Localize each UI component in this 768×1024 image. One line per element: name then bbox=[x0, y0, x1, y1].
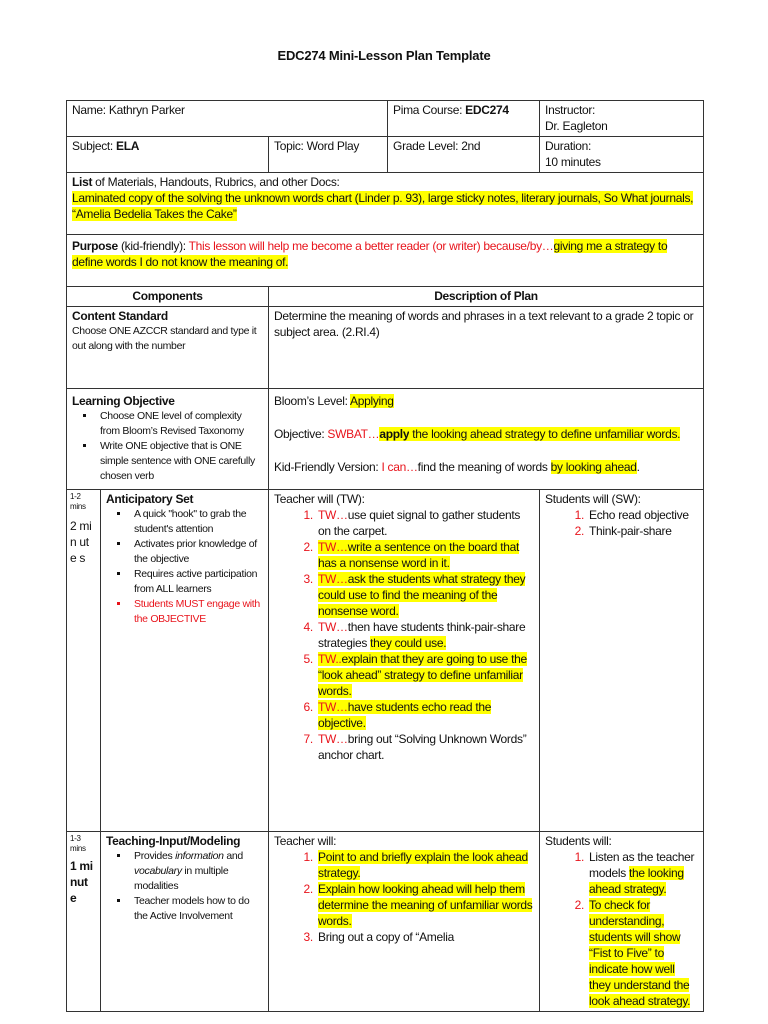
teaching-students-label: Students will: bbox=[545, 834, 612, 848]
anticipatory-students-label: Students will (SW): bbox=[545, 492, 641, 506]
materials-label: of Materials, Handouts, Rubrics, and other Docs: bbox=[92, 175, 340, 189]
components-header: Components bbox=[67, 287, 269, 307]
blooms-value: Applying bbox=[350, 394, 394, 408]
column-header-row bbox=[67, 287, 704, 307]
content-standard-heading: Content Standard bbox=[72, 309, 168, 323]
anticipatory-bullets bbox=[106, 507, 263, 627]
anticipatory-mins-big: 2 min ute s bbox=[70, 519, 92, 565]
objective-label: Objective: bbox=[274, 427, 328, 441]
content-standard-component bbox=[67, 307, 269, 389]
content-standard-row bbox=[67, 307, 704, 389]
header-row-subject bbox=[67, 137, 704, 173]
anticipatory-minutes bbox=[67, 490, 101, 832]
anticipatory-teacher-label: Teacher will (TW): bbox=[274, 492, 365, 506]
duration-cell bbox=[540, 137, 704, 173]
list-item: ▪ Provides information and vocabulary in multiple modalities bbox=[130, 849, 263, 894]
anticipatory-teacher-steps bbox=[274, 507, 534, 763]
teaching-component bbox=[101, 832, 269, 1012]
purpose-kid-friendly: (kid-friendly): bbox=[117, 239, 189, 253]
list-item: 6. TW…have students echo read the objective. bbox=[316, 699, 534, 731]
list-item: 2. Think-pair-share bbox=[587, 523, 698, 539]
instructor-cell bbox=[540, 101, 704, 137]
teaching-mins-small: 1-3 mins bbox=[70, 834, 86, 853]
list-item: ▪ Choose ONE level of complexity from Bloom’s Revised Taxonomy bbox=[96, 409, 263, 439]
list-item: 7. TW…bring out “Solving Unknown Words” anchor chart. bbox=[316, 731, 534, 763]
document-title: EDC274 Mini-Lesson Plan Template bbox=[277, 48, 491, 63]
kid-friendly-end: . bbox=[636, 460, 640, 474]
subject-label: Subject: bbox=[72, 139, 116, 153]
name-label: Name: bbox=[72, 103, 109, 117]
content-standard-instructions: Choose ONE AZCCR standard and type it out along with the number bbox=[72, 325, 257, 352]
anticipatory-teacher bbox=[269, 490, 540, 832]
anticipatory-set-row bbox=[67, 490, 704, 832]
list-item: 4. TW…then have students think-pair-share strategies they could use. bbox=[316, 619, 534, 651]
teaching-students bbox=[540, 832, 704, 1012]
list-item: 1. Point to and briefly explain the look ahead strategy. bbox=[316, 849, 534, 881]
teaching-minutes bbox=[67, 832, 101, 1012]
materials-text: Laminated copy of the solving the unknown words chart (Linder p. 93), large sticky notes, literary journals, So What journals, “Amelia Bedelia Takes the Cake” bbox=[72, 191, 694, 221]
list-item: 1. TW…use quiet signal to gather students on the carpet. bbox=[316, 507, 534, 539]
blooms-label: Bloom’s Level: bbox=[274, 394, 350, 408]
objective-apply: apply bbox=[379, 427, 410, 441]
duration-value: 10 minutes bbox=[545, 155, 601, 169]
list-item: 3. Bring out a copy of “Amelia bbox=[316, 929, 534, 945]
topic-value: Word Play bbox=[306, 139, 360, 153]
teaching-teacher-steps bbox=[274, 849, 534, 945]
grade-value: 2nd bbox=[461, 139, 481, 153]
list-item: 3. TW…ask the students what strategy they could use to find the meaning of the nonsense word. bbox=[316, 571, 534, 619]
materials-row bbox=[67, 173, 704, 235]
learning-objective-component bbox=[67, 389, 269, 490]
purpose-row bbox=[67, 235, 704, 287]
teaching-mins-big: 1 mi nut e bbox=[70, 859, 93, 905]
duration-label: Duration: bbox=[545, 139, 592, 153]
course-value: EDC274 bbox=[465, 103, 509, 117]
anticipatory-student-steps bbox=[545, 507, 698, 539]
kid-friendly-label: Kid-Friendly Version: bbox=[274, 460, 382, 474]
list-item: 2. To check for understanding, students will show “Fist to Five” to indicate how well they understand the look ahead strategy. bbox=[587, 897, 698, 1009]
list-item: 2. TW…write a sentence on the board that has a nonsense word in it. bbox=[316, 539, 534, 571]
list-item: ▪ A quick "hook" to grab the student's attention bbox=[130, 507, 263, 537]
learning-objective-heading: Learning Objective bbox=[72, 394, 175, 408]
subject-cell bbox=[67, 137, 269, 173]
purpose-text: giving me a strategy to define words I do not know the meaning of. bbox=[72, 239, 668, 269]
learning-objective-bullets bbox=[72, 409, 263, 484]
anticipatory-students bbox=[540, 490, 704, 832]
header-row-name bbox=[67, 101, 704, 137]
list-item: 1. Listen as the teacher models the looking ahead strategy. bbox=[587, 849, 698, 897]
purpose-cell bbox=[67, 235, 704, 287]
anticipatory-mins-small: 1-2 mins bbox=[70, 492, 86, 511]
name-cell bbox=[67, 101, 388, 137]
teaching-heading: Teaching-Input/Modeling bbox=[106, 834, 241, 848]
description-header: Description of Plan bbox=[269, 287, 704, 307]
materials-cell bbox=[67, 173, 704, 235]
course-cell bbox=[388, 101, 540, 137]
subject-value: ELA bbox=[116, 139, 140, 153]
grade-cell bbox=[388, 137, 540, 173]
list-item: 1. Echo read objective bbox=[587, 507, 698, 523]
kid-friendly-highlight: by looking ahead bbox=[550, 460, 637, 474]
list-item: ▪ Requires active participation from ALL learners bbox=[130, 567, 263, 597]
teaching-student-steps bbox=[545, 849, 698, 1009]
objective-swbat: SWBAT… bbox=[327, 427, 380, 441]
purpose-lead: This lesson will help me become a better reader (or writer) because/by… bbox=[188, 239, 554, 253]
list-item: ▪ Activates prior knowledge of the objective bbox=[130, 537, 263, 567]
learning-objective-description bbox=[269, 389, 704, 490]
teacher-name: Kathryn Parker bbox=[108, 103, 185, 117]
instructor-label: Instructor: bbox=[545, 103, 596, 117]
list-item: ▪ Students MUST engage with the OBJECTIVE bbox=[130, 597, 263, 627]
kid-friendly-text: find the meaning of words bbox=[417, 460, 551, 474]
materials-label-bold: List bbox=[72, 175, 93, 189]
instructor-value: Dr. Eagleton bbox=[545, 119, 608, 133]
content-standard-description: Determine the meaning of words and phrases in a text relevant to a grade 2 topic or subject area. (2.RI.4) bbox=[269, 307, 704, 389]
topic-cell bbox=[269, 137, 388, 173]
objective-text: the looking ahead strategy to define unfamiliar words. bbox=[409, 427, 681, 441]
list-item: 5. TW..explain that they are going to use the “look ahead” strategy to define unfamiliar words. bbox=[316, 651, 534, 699]
lesson-plan-table bbox=[66, 100, 704, 1012]
teaching-teacher bbox=[269, 832, 540, 1012]
grade-label: Grade Level: bbox=[393, 139, 462, 153]
anticipatory-component bbox=[101, 490, 269, 832]
kid-friendly-i-can: I can… bbox=[381, 460, 418, 474]
list-item: 2. Explain how looking ahead will help them determine the meaning of unfamiliar words words. bbox=[316, 881, 534, 929]
teaching-teacher-label: Teacher will: bbox=[274, 834, 337, 848]
teaching-bullets bbox=[106, 849, 263, 924]
purpose-label: Purpose bbox=[72, 239, 118, 253]
course-label: Pima Course: bbox=[393, 103, 466, 117]
topic-label: Topic: bbox=[274, 139, 307, 153]
list-item: ▪ Write ONE objective that is ONE simple sentence with ONE carefully chosen verb bbox=[96, 439, 263, 484]
list-item: ▪ Teacher models how to do the Active Involvement bbox=[130, 894, 263, 924]
anticipatory-heading: Anticipatory Set bbox=[106, 492, 194, 506]
learning-objective-row bbox=[67, 389, 704, 490]
teaching-row bbox=[67, 832, 704, 1012]
